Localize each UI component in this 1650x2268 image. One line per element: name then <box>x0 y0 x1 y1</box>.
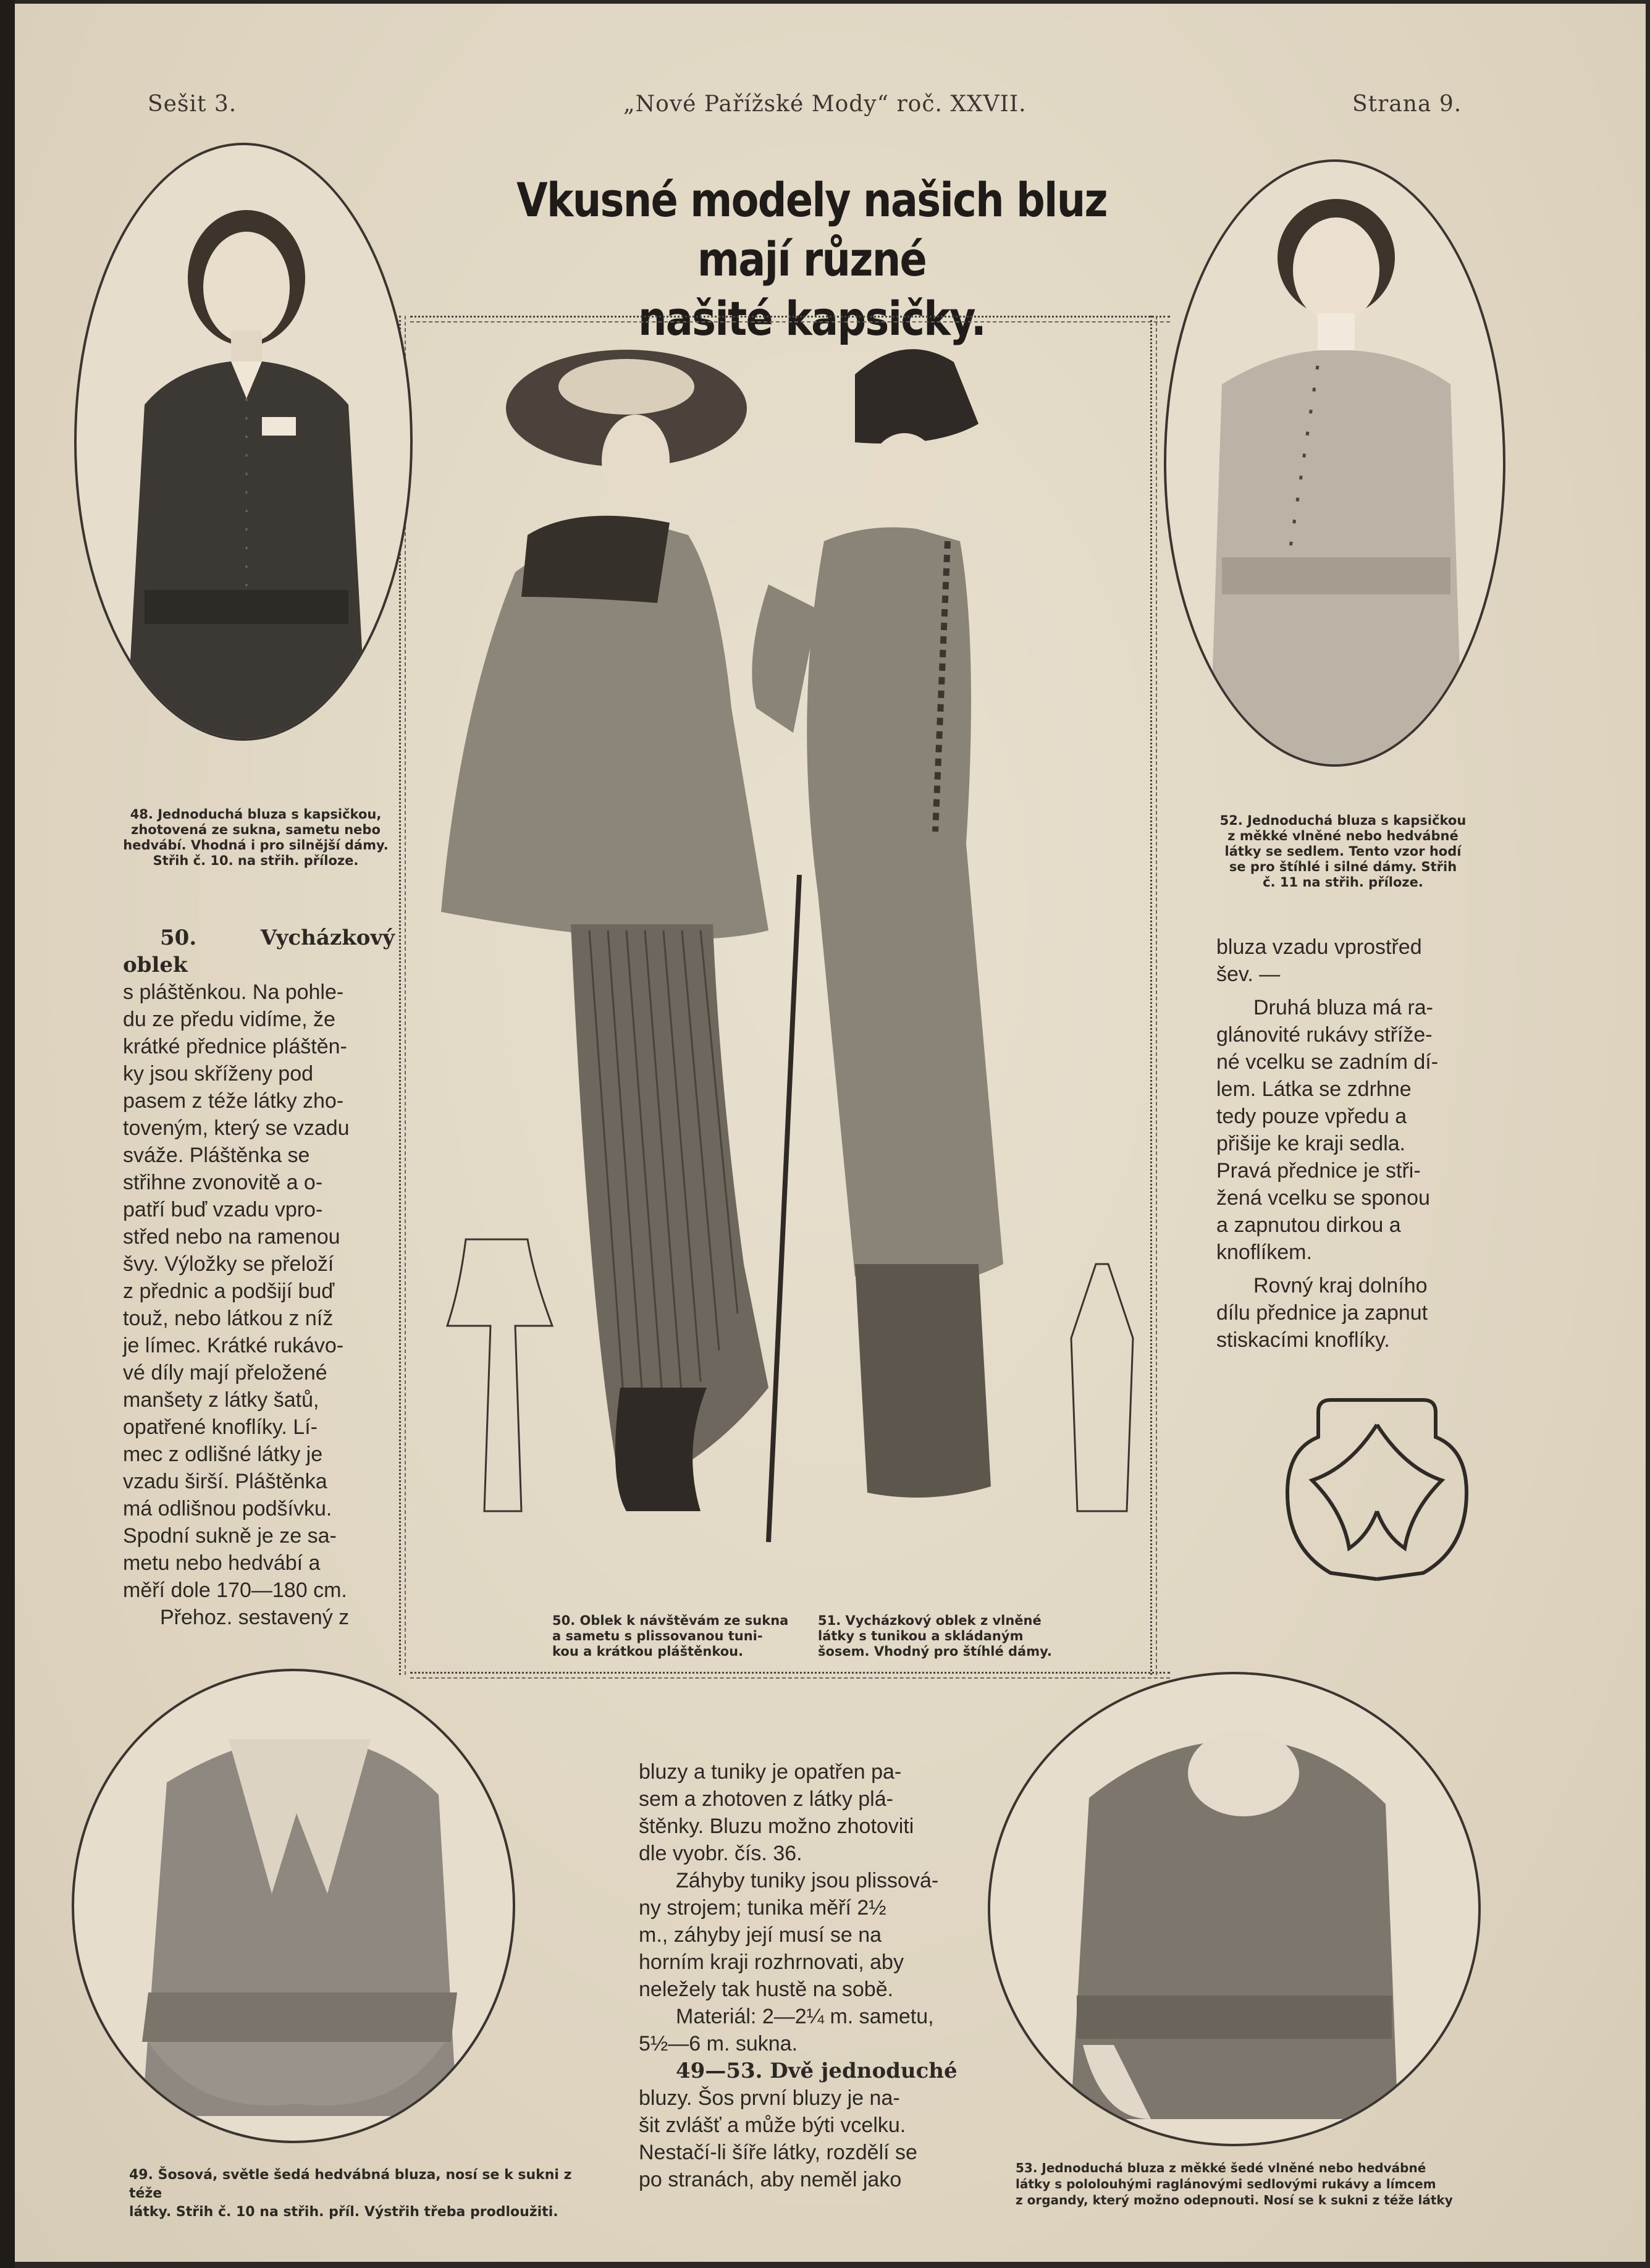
text-line: knoflíkem. <box>1216 1241 1312 1264</box>
text-line: ky jsou skříženy pod <box>123 1062 314 1086</box>
blouse-49-figure <box>74 1671 513 2141</box>
section-heading-49-53: 49—53. Dvě jednoduché <box>676 2059 958 2083</box>
oval-illustration-48 <box>74 143 413 741</box>
text-line: Spodní sukně je ze sa- <box>123 1524 337 1548</box>
caption-50-line: kou a krátkou pláštěnkou. <box>552 1644 744 1659</box>
oval-illustration-52 <box>1164 159 1505 767</box>
walking-suits-illustration <box>423 337 1145 1604</box>
text-line: Přehoz. sestavený z <box>160 1606 350 1629</box>
text-line: stiskacími knoflíky. <box>1216 1328 1390 1352</box>
text-line: po stranách, aby neměl jako <box>639 2168 902 2191</box>
caption-51-line: šosem. Vhodný pro štíhlé dámy. <box>818 1644 1052 1659</box>
art-nouveau-ornament <box>1275 1388 1479 1591</box>
text-line: štěnky. Bluzu možno zhotoviti <box>639 1815 914 1838</box>
blouse-52-figure <box>1166 162 1503 764</box>
text-line: opatřené knoflíky. Lí- <box>123 1415 318 1439</box>
text-line: z přednic a podšijí buď <box>123 1279 335 1303</box>
caption-50-line: 50. Oblek k návštěvám ze sukna <box>552 1613 789 1628</box>
text-line: přišije ke kraji sedla. <box>1216 1132 1406 1155</box>
text-line: glánovité rukávy stříže- <box>1216 1023 1433 1047</box>
caption-49-line: látky. Střih č. 10 na střih. příl. Výstřih třeba prodloužiti. <box>129 2204 558 2220</box>
text-line: manšety z látky šatů, <box>123 1388 319 1412</box>
right-text-column <box>1216 934 1482 1354</box>
text-line: je límec. Krátké rukávo- <box>123 1334 344 1357</box>
bottom-text-column <box>639 1758 972 2193</box>
text-line: mec z odlišné látky je <box>123 1443 323 1466</box>
text-line: vzadu širší. Pláštěnka <box>123 1470 327 1493</box>
text-line: sváže. Pláštěnka se <box>123 1144 310 1167</box>
oval-illustration-49 <box>72 1669 515 2143</box>
text-line: střed nebo na ramenou <box>123 1225 340 1249</box>
text-line: metu nebo hedvábí a <box>123 1551 321 1575</box>
title-line-1: Vkusné modely našich bluz mají různé <box>516 172 1107 287</box>
caption-48-line: hedvábí. Vhodná i pro silnější dámy. <box>123 838 389 853</box>
caption-48 <box>114 807 398 869</box>
text-line: šit zvlášť a může býti vcelku. <box>639 2114 906 2137</box>
text-line: né vcelku se zadním dí- <box>1216 1050 1439 1074</box>
left-text-column <box>123 924 395 1631</box>
text-line: Druhá bluza má ra- <box>1253 996 1434 1019</box>
text-line: Záhyby tuniky jsou plissová- <box>676 1869 939 1892</box>
text-line: 5½—6 m. sukna. <box>639 2032 798 2055</box>
title-line-2: našité kapsičky. <box>638 291 986 346</box>
caption-51 <box>818 1613 1077 1659</box>
text-line: bluzy a tuniky je opatřen pa- <box>639 1760 902 1784</box>
caption-49 <box>129 2166 599 2222</box>
text-line: bluzy. Šos první bluzy je na- <box>639 2086 900 2110</box>
text-line: neležely tak hustě na sobě. <box>639 1978 894 2001</box>
text-line: měří dole 170—180 cm. <box>123 1579 347 1602</box>
magazine-title: „Nové Pařížské Mody“ roč. XXVII. <box>623 91 1027 117</box>
caption-48-line: Střih č. 10. na střih. příloze. <box>153 853 359 868</box>
text-line: krátké přednice pláštěn- <box>123 1035 347 1058</box>
issue-number: Sešit 3. <box>148 91 237 117</box>
caption-51-line: látky s tunikou a skládaným <box>818 1629 1024 1643</box>
caption-48-line: 48. Jednoduchá bluza s kapsičkou, <box>130 807 382 822</box>
text-line: ny strojem; tunika měří 2½ <box>639 1896 886 1920</box>
text-line: vé díly mají přeložené <box>123 1361 327 1385</box>
text-line: sem a zhotoven z látky plá- <box>639 1787 893 1811</box>
blouse-53-figure <box>990 1674 1478 2144</box>
caption-52-line: č. 11 na střih. příloze. <box>1263 875 1423 890</box>
text-line: Nestačí-li šíře látky, rozdělí se <box>639 2141 917 2164</box>
text-line: s pláštěnkou. Na pohle- <box>123 980 344 1004</box>
text-line: střihne zvonovitě a o- <box>123 1171 323 1194</box>
text-line: šev. — <box>1216 963 1281 986</box>
caption-52-line: látky se sedlem. Tento vzor hodí <box>1224 844 1462 859</box>
caption-53-line: z organdy, který možno odepnouti. Nosí se k sukni z téže látky <box>1016 2193 1453 2207</box>
text-line: pasem z téže látky zho- <box>123 1089 344 1113</box>
text-line: toveným, který se vzadu <box>123 1116 350 1140</box>
caption-51-line: 51. Vycházkový oblek z vlněné <box>818 1613 1042 1628</box>
text-line: dle vyobr. čís. 36. <box>639 1842 802 1865</box>
text-line: bluza vzadu vprostřed <box>1216 935 1422 959</box>
text-line: patří buď vzadu vpro- <box>123 1198 323 1221</box>
section-heading-50: 50. Vycházkový oblek <box>123 925 395 977</box>
text-line: touž, nebo látkou z níž <box>123 1307 334 1330</box>
text-line: lem. Látka se zdrhne <box>1216 1077 1412 1101</box>
text-line: dílu přednice ja zapnut <box>1216 1301 1428 1325</box>
caption-53-line: 53. Jednoduchá bluza z měkké šedé vlněné nebo hedvábné <box>1016 2161 1426 2175</box>
blouse-48-figure <box>77 145 410 738</box>
caption-50 <box>552 1613 812 1659</box>
text-line: žená vcelku se sponou <box>1216 1186 1430 1210</box>
text-line: m., záhyby její musí se na <box>639 1923 882 1947</box>
text-line: horním kraji rozhrnovati, aby <box>639 1950 904 1974</box>
text-line: du ze předu vidíme, že <box>123 1008 335 1031</box>
caption-52-line: z měkké vlněné nebo hedvábné <box>1227 828 1458 843</box>
caption-50-line: a sametu s plissovanou tuni- <box>552 1629 763 1643</box>
text-line: má odlišnou podšívku. <box>123 1497 332 1520</box>
text-line: Materiál: 2—2¼ m. sametu, <box>676 2005 934 2028</box>
caption-52-line: 52. Jednoduchá bluza s kapsičkou <box>1219 813 1467 828</box>
caption-48-line: zhotovená ze sukna, sametu nebo <box>131 822 381 837</box>
book-binding <box>0 0 15 2268</box>
magazine-page <box>15 4 1646 2262</box>
frame-right <box>1150 316 1157 1675</box>
caption-52 <box>1204 813 1482 890</box>
text-line: Pravá přednice je stři- <box>1216 1159 1421 1182</box>
caption-53 <box>1016 2160 1485 2208</box>
caption-49-line: 49. Šosová, světle šedá hedvábná bluza, nosí se k sukni z téže <box>129 2167 572 2201</box>
frame-top <box>410 316 1170 322</box>
text-line: tedy pouze vpředu a <box>1216 1105 1407 1128</box>
caption-53-line: látky s pololouhými raglánovými sedlovými rukávy a límcem <box>1016 2177 1436 2191</box>
text-line: a zapnutou dirkou a <box>1216 1213 1401 1237</box>
caption-52-line: se pro štíhlé i silné dámy. Střih <box>1229 859 1457 874</box>
oval-illustration-53 <box>988 1672 1481 2146</box>
page-number: Strana 9. <box>1352 91 1462 117</box>
text-line: švy. Výložky se přeloží <box>123 1252 334 1276</box>
text-line: Rovný kraj dolního <box>1253 1274 1428 1297</box>
